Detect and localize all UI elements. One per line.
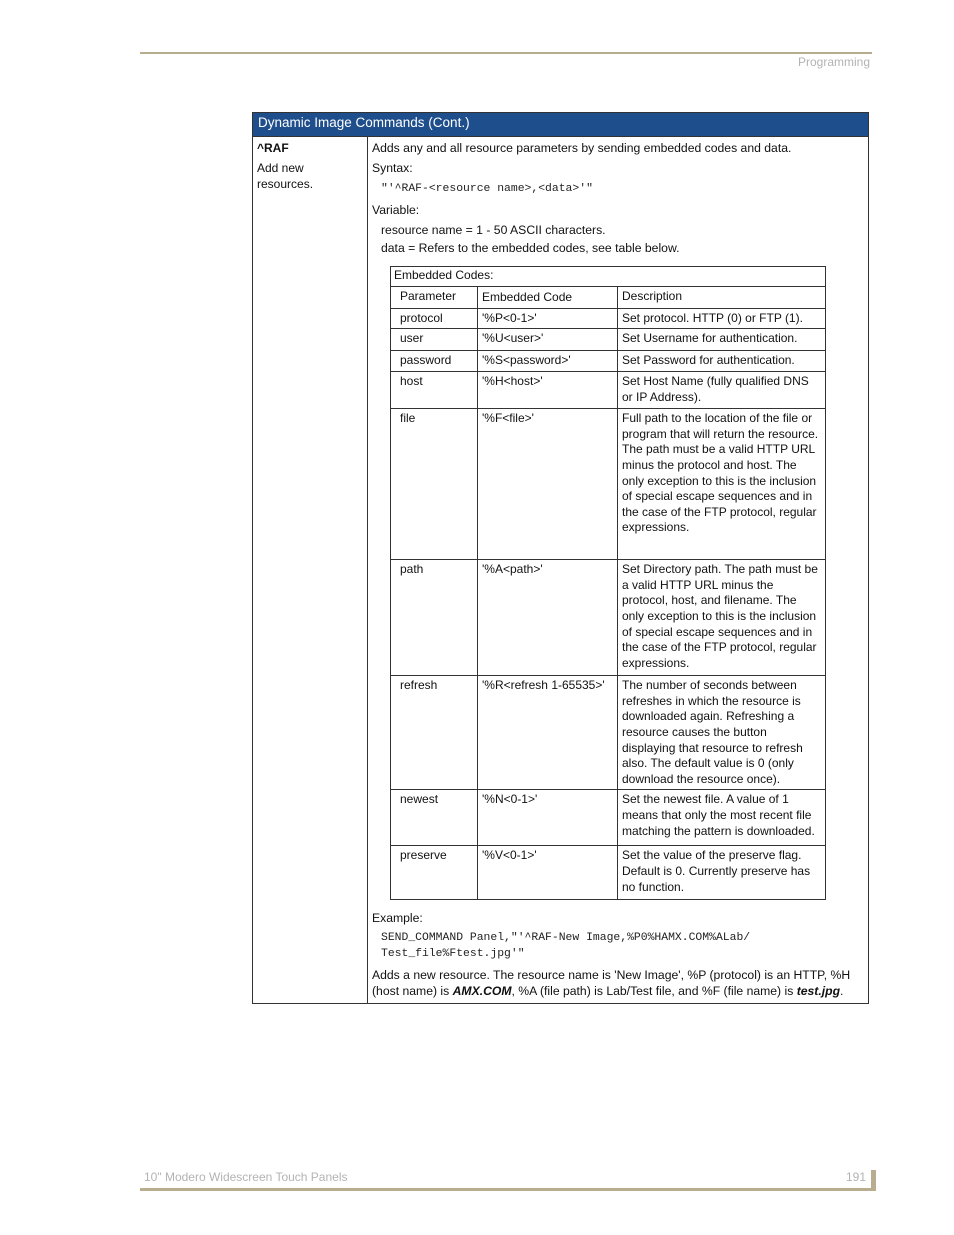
variable-resource-name: resource name = 1 - 50 ASCII characters. xyxy=(381,223,606,237)
footer-doc-title: 10" Modero Widescreen Touch Panels xyxy=(144,1170,348,1184)
desc-cell: Full path to the location of the file or program that will return the resource. The path must be a valid HTTP URL minus the protocol and host. The only exception to this is the inclusion of special escape sequences and in the case of the FTP protocol, regular expressions. xyxy=(618,409,826,560)
table-row xyxy=(391,308,826,329)
param-cell: protocol xyxy=(391,308,478,329)
desc-cell: Set Host Name (fully qualified DNS or IP Address). xyxy=(618,372,826,409)
param-cell: preserve xyxy=(391,846,478,900)
desc-cell: Set the newest file. A value of 1 means that only the most recent file matching the pattern is downloaded. xyxy=(618,790,826,846)
command-row xyxy=(253,137,868,1003)
example-host-name: AMX.COM xyxy=(452,984,512,999)
command-intro: Adds any and all resource parameters by sending embedded codes and data. xyxy=(372,141,792,155)
col-header-parameter: Parameter xyxy=(391,286,478,308)
code-cell: '%P<0-1>' xyxy=(478,308,618,329)
table-row xyxy=(391,409,826,560)
table-row xyxy=(391,560,826,676)
col-header-description: Description xyxy=(618,286,826,308)
variable-label: Variable: xyxy=(372,203,420,217)
table-row xyxy=(391,351,826,372)
embedded-codes-caption: Embedded Codes: xyxy=(391,267,826,287)
code-cell: '%U<user>' xyxy=(478,329,618,351)
command-name: ^RAF xyxy=(257,141,289,155)
code-cell: '%A<path>' xyxy=(478,560,618,676)
param-cell: file xyxy=(391,409,478,560)
code-cell: '%S<password>' xyxy=(478,351,618,372)
code-cell: '%N<0-1>' xyxy=(478,790,618,846)
col-header-embedded-code: Embedded Code xyxy=(478,286,618,308)
embedded-codes-table xyxy=(390,266,826,900)
example-desc-part-c: . xyxy=(840,984,844,999)
param-cell: refresh xyxy=(391,676,478,790)
code-cell: '%V<0-1>' xyxy=(478,846,618,900)
example-desc-part-b: , %A (file path) is Lab/Test file, and %F (file name) is xyxy=(511,984,797,999)
example-label: Example: xyxy=(372,911,423,926)
table-row xyxy=(391,676,826,790)
example-description xyxy=(372,967,864,999)
example-code-line2: Test_file%Ftest.jpg'" xyxy=(381,948,525,961)
footer-page-number: 191 xyxy=(846,1170,867,1184)
desc-cell: The number of seconds between refreshes in which the resource is downloaded again. Refreshing a resource causes the button displaying that resource to refresh also. The default value is 0 (only download the resource once). xyxy=(618,676,826,790)
table-row xyxy=(391,372,826,409)
desc-cell: Set Directory path. The path must be a valid HTTP URL minus the protocol, host, and filename. The only exception to this is the inclusion of special escape sequences and in the case of the FTP protocol, regular expressions. xyxy=(618,560,826,676)
code-cell: '%F<file>' xyxy=(478,409,618,560)
table-row xyxy=(391,790,826,846)
table-row xyxy=(391,329,826,351)
param-cell: user xyxy=(391,329,478,351)
param-cell: host xyxy=(391,372,478,409)
command-summary-line2: resources. xyxy=(257,177,314,191)
desc-cell: Set Password for authentication. xyxy=(618,351,826,372)
command-summary-line1: Add new xyxy=(257,161,304,175)
footer-rule xyxy=(140,1188,872,1191)
command-detail-cell xyxy=(368,137,868,1003)
desc-cell: Set the value of the preserve flag. Default is 0. Currently preserve has no function. xyxy=(618,846,826,900)
header-rule xyxy=(140,52,872,54)
desc-cell: Set protocol. HTTP (0) or FTP (1). xyxy=(618,308,826,329)
table-row xyxy=(391,846,826,900)
command-cell xyxy=(253,137,368,1003)
example-code-line1: SEND_COMMAND Panel,"'^RAF-New Image,%P0%HAMX.COM%ALab/ xyxy=(381,932,751,945)
variable-data: data = Refers to the embedded codes, see table below. xyxy=(381,241,680,255)
example-desc-part-a: Adds a new resource. The resource name is 'New Image', %P (protocol) is an HTTP, %H (host name) is xyxy=(372,968,851,999)
command-table xyxy=(252,112,869,1004)
syntax-label: Syntax: xyxy=(372,161,413,175)
table-title: Dynamic Image Commands (Cont.) xyxy=(253,113,868,137)
param-cell: newest xyxy=(391,790,478,846)
desc-cell: Set Username for authentication. xyxy=(618,329,826,351)
syntax-code: "'^RAF-<resource name>,<data>'" xyxy=(381,183,593,195)
param-cell: path xyxy=(391,560,478,676)
header-section-title: Programming xyxy=(797,55,870,69)
code-cell: '%R<refresh 1-65535>' xyxy=(478,676,618,790)
example-file-name: test.jpg xyxy=(796,984,841,999)
code-cell: '%H<host>' xyxy=(478,372,618,409)
param-cell: password xyxy=(391,351,478,372)
